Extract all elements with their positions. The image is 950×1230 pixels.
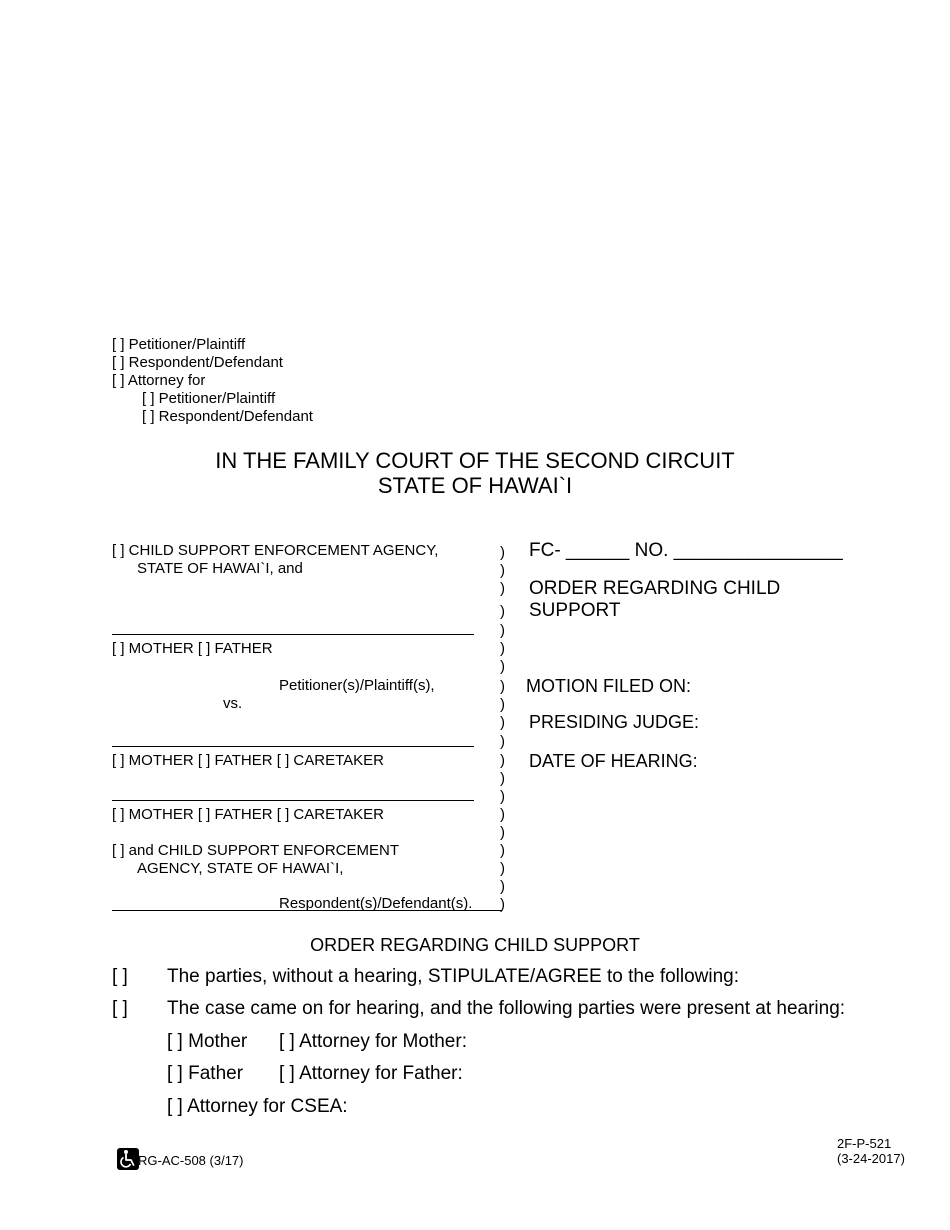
- party-checkbox-attorney[interactable]: [ ] Attorney for: [112, 372, 206, 389]
- court-heading-line2: STATE OF HAWAI`I: [377, 473, 573, 498]
- stipulate-checkbox[interactable]: [ ]: [112, 966, 128, 987]
- caption-paren: ): [500, 752, 505, 769]
- party-checkbox-petitioner[interactable]: [ ] Petitioner/Plaintiff: [112, 336, 246, 353]
- caption-paren: ): [500, 770, 505, 787]
- present-mother-checkbox[interactable]: [ ] Mother: [167, 1031, 248, 1052]
- csea-respondent-line2: AGENCY, STATE OF HAWAI`I,: [137, 860, 344, 877]
- form-date: (3-24-2017): [837, 1151, 905, 1166]
- caption-paren: ): [500, 544, 505, 561]
- attorney-for-respondent-checkbox[interactable]: [ ] Respondent/Defendant: [142, 408, 313, 425]
- caption-paren: ): [500, 806, 505, 823]
- caption-paren: ): [500, 842, 505, 859]
- respondent-label: Respondent(s)/Defendant(s).: [279, 895, 473, 912]
- caption-paren: ): [500, 640, 505, 657]
- wheelchair-icon: [117, 1148, 139, 1170]
- order-title: ORDER REGARDING CHILD SUPPORT: [310, 935, 640, 955]
- petitioner-label: Petitioner(s)/Plaintiff(s),: [279, 677, 435, 694]
- document-title-line2: SUPPORT: [529, 600, 621, 621]
- caption-paren: ): [500, 678, 505, 695]
- form-code: RG-AC-508 (3/17): [138, 1153, 244, 1168]
- hearing-text: The case came on for hearing, and the following parties were present at hearing:: [167, 998, 846, 1019]
- caption-paren: ): [500, 603, 505, 620]
- caption-paren: ): [500, 622, 505, 639]
- court-heading-line1: IN THE FAMILY COURT OF THE SECOND CIRCUIT: [215, 448, 735, 473]
- hearing-date-label[interactable]: DATE OF HEARING:: [529, 751, 698, 771]
- caption-paren: ): [500, 878, 505, 895]
- motion-filed-label[interactable]: MOTION FILED ON:: [526, 676, 692, 696]
- attorney-for-petitioner-checkbox[interactable]: [ ] Petitioner/Plaintiff: [142, 390, 276, 407]
- caption-paren: ): [500, 896, 505, 913]
- csea-petitioner-line2: STATE OF HAWAI`I, and: [137, 560, 303, 577]
- caption-paren: ): [500, 824, 505, 841]
- caption-paren: ): [500, 562, 505, 579]
- respondent2-name-line[interactable]: [112, 800, 474, 801]
- caption-paren: ): [500, 714, 505, 731]
- respondent1-role-checkboxes[interactable]: [ ] MOTHER [ ] FATHER [ ] CARETAKER: [112, 752, 384, 769]
- case-number-field[interactable]: FC- ______ NO. ________________: [529, 540, 843, 561]
- versus-label: vs.: [223, 695, 243, 712]
- respondent1-name-line[interactable]: [112, 746, 474, 747]
- stipulate-text: The parties, without a hearing, STIPULATE/AGREE to the following:: [167, 966, 740, 987]
- present-attorney-csea-checkbox[interactable]: [ ] Attorney for CSEA:: [167, 1096, 348, 1117]
- caption-paren: ): [500, 788, 505, 805]
- caption-paren: ): [500, 658, 505, 675]
- csea-respondent-checkbox[interactable]: [ ] and CHILD SUPPORT ENFORCEMENT: [112, 842, 400, 859]
- form-number: 2F-P-521: [837, 1136, 892, 1151]
- party-checkbox-respondent[interactable]: [ ] Respondent/Defendant: [112, 354, 283, 371]
- caption-paren: ): [500, 733, 505, 750]
- present-attorney-father-checkbox[interactable]: [ ] Attorney for Father:: [279, 1063, 463, 1084]
- present-father-checkbox[interactable]: [ ] Father: [167, 1063, 244, 1084]
- hearing-checkbox[interactable]: [ ]: [112, 998, 128, 1019]
- present-attorney-mother-checkbox[interactable]: [ ] Attorney for Mother:: [279, 1031, 467, 1052]
- petitioner-role-checkboxes[interactable]: [ ] MOTHER [ ] FATHER: [112, 640, 273, 657]
- respondent2-role-checkboxes[interactable]: [ ] MOTHER [ ] FATHER [ ] CARETAKER: [112, 806, 384, 823]
- presiding-judge-label[interactable]: PRESIDING JUDGE:: [529, 712, 700, 732]
- caption-paren: ): [500, 696, 505, 713]
- caption-paren: ): [500, 860, 505, 877]
- caption-paren: ): [500, 580, 505, 597]
- petitioner-name-line[interactable]: [112, 634, 474, 635]
- document-title-line1: ORDER REGARDING CHILD: [529, 578, 781, 599]
- csea-petitioner-checkbox[interactable]: [ ] CHILD SUPPORT ENFORCEMENT AGENCY,: [112, 542, 439, 559]
